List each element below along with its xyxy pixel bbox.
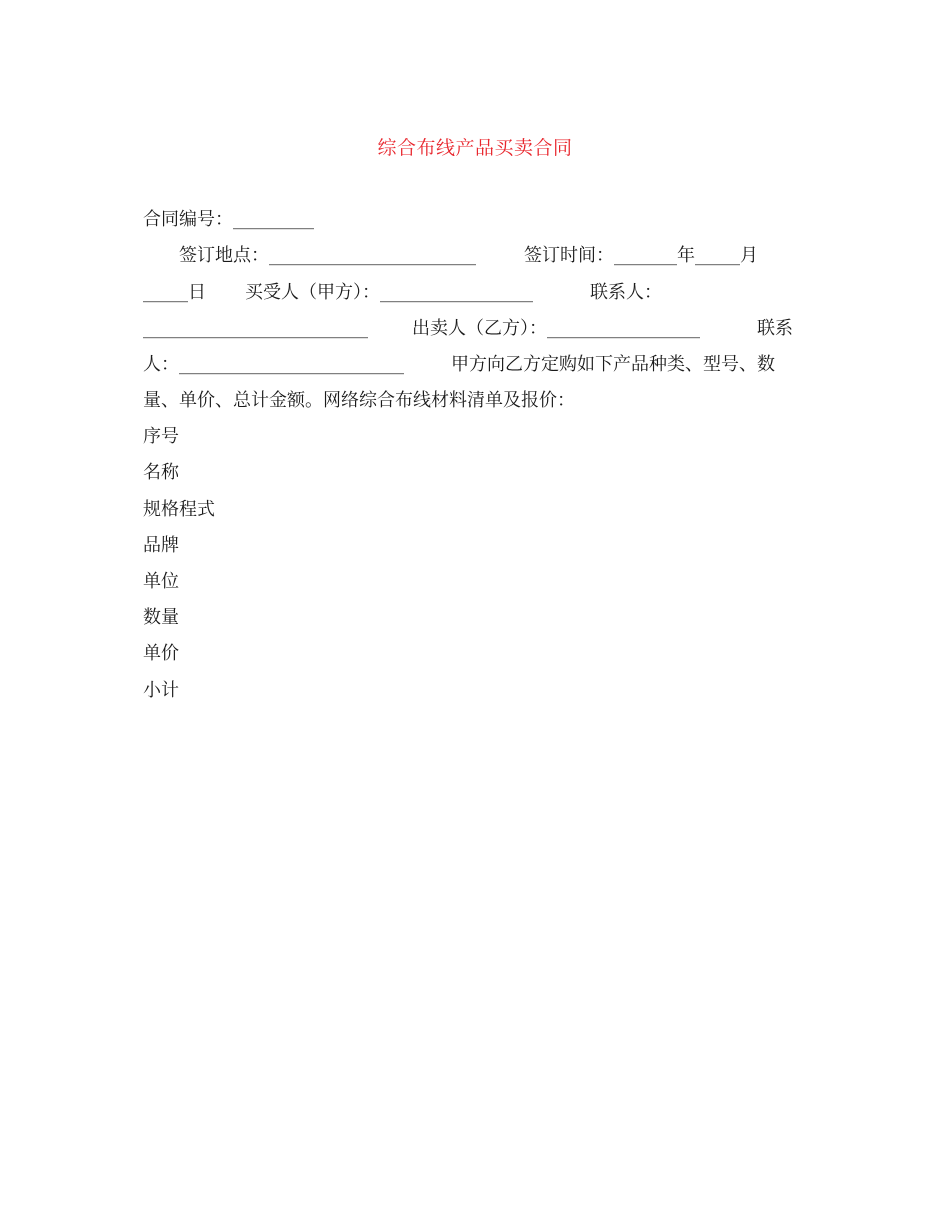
table-header-item: 名称: [143, 462, 179, 483]
seller-party: 出卖人（乙方）：_________________: [412, 318, 700, 339]
buyer-contact-label: 联系人：: [590, 282, 662, 303]
table-header-item: 品牌: [143, 535, 179, 556]
document-title: 综合布线产品买卖合同: [377, 137, 573, 159]
contract-number-line: 合同编号：_________: [143, 209, 314, 230]
order-text-line-1: 甲方向乙方定购如下产品种类、型号、数: [451, 354, 775, 375]
sign-place: 签订地点：_______________________: [179, 245, 476, 266]
sign-day: _____日: [143, 282, 206, 303]
buyer-party: 买受人（甲方）：_________________: [245, 282, 533, 303]
table-header-item: 序号: [143, 426, 179, 447]
order-text-line-2: 量、单价、总计金额。网络综合布线材料清单及报价：: [143, 390, 575, 411]
table-header-item: 单价: [143, 643, 179, 664]
buyer-contact-blank: _________________________: [143, 318, 368, 339]
table-header-item: 单位: [143, 571, 179, 592]
table-header-item: 数量: [143, 607, 179, 628]
seller-contact-label-end: 人：_________________________: [143, 354, 404, 375]
table-header-item: 小计: [143, 680, 179, 701]
sign-time: 签订时间：_______年_____月: [524, 245, 758, 266]
seller-contact-label-start: 联系: [757, 318, 793, 339]
table-header-item: 规格程式: [143, 499, 215, 520]
